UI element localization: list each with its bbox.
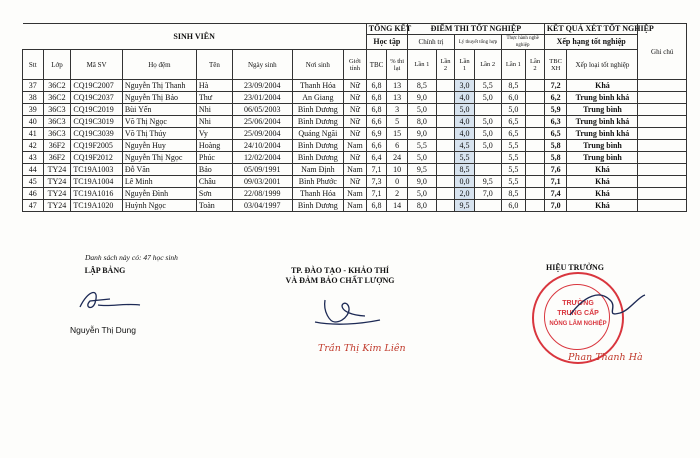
- cell-th1: 6,5: [501, 128, 526, 140]
- cell-gt: Nữ: [344, 152, 367, 164]
- cell-noi: Bình Dương: [292, 116, 343, 128]
- cell-lt1: 4,5: [455, 140, 475, 152]
- cell-stt: 37: [23, 80, 44, 92]
- cell-ct2: [436, 128, 455, 140]
- cell-tbc: 6,8: [366, 200, 387, 212]
- cell-ho: Võ Thị Thúy: [122, 128, 196, 140]
- header-noi-sinh: Nơi sinh: [292, 50, 343, 80]
- cell-note: [638, 80, 687, 92]
- cell-gt: Nữ: [344, 104, 367, 116]
- cell-lt2: 5,0: [474, 92, 501, 104]
- cell-xh: 7,2: [544, 80, 567, 92]
- header-tong-ket: TỔNG KẾT: [366, 24, 407, 35]
- table-row: [23, 152, 687, 164]
- cell-lop: 36C3: [43, 128, 71, 140]
- cell-xl: Khá: [567, 176, 638, 188]
- cell-noi: An Giang: [292, 92, 343, 104]
- cell-ct2: [436, 80, 455, 92]
- cell-note: [638, 128, 687, 140]
- header-ket-qua: KẾT QUẢ XÉT TỐT NGHIỆP: [544, 24, 638, 35]
- cell-gt: Nam: [344, 164, 367, 176]
- cell-ma: CQ19C2037: [71, 92, 122, 104]
- cell-ten: Nhi: [196, 116, 232, 128]
- cell-ho: Đỗ Văn: [122, 164, 196, 176]
- cell-ns: 03/04/1997: [232, 200, 292, 212]
- cell-lt2: 5,0: [474, 116, 501, 128]
- header-sinh-vien: SINH VIÊN: [23, 24, 367, 50]
- cell-ten: Toàn: [196, 200, 232, 212]
- left-signature-mark: [70, 285, 150, 315]
- cell-ct2: [436, 200, 455, 212]
- cell-tbc: 6,8: [366, 92, 387, 104]
- table-row: [23, 128, 687, 140]
- cell-tl: 6: [387, 140, 408, 152]
- cell-lt1: 5,0: [455, 104, 475, 116]
- cell-ma: CQ19C2019: [71, 104, 122, 116]
- cell-lt2: [474, 164, 501, 176]
- cell-lt2: 7,0: [474, 188, 501, 200]
- cell-tl: 13: [387, 80, 408, 92]
- cell-lop: 36F2: [43, 140, 71, 152]
- cell-ns: 24/10/2004: [232, 140, 292, 152]
- training-dept-title-2: VÀ ĐẢM BẢO CHẤT LƯỢNG: [285, 276, 395, 285]
- cell-stt: 40: [23, 116, 44, 128]
- cell-xl: Trung bình: [567, 140, 638, 152]
- cell-ns: 12/02/2004: [232, 152, 292, 164]
- student-count-note: Danh sách này có: 47 học sinh: [85, 253, 178, 262]
- cell-ho: Lê Minh: [122, 176, 196, 188]
- cell-lop: 36C2: [43, 80, 71, 92]
- cell-ct1: 9,0: [407, 176, 436, 188]
- cell-noi: Thanh Hóa: [292, 188, 343, 200]
- cell-ma: CQ19C3039: [71, 128, 122, 140]
- cell-ho: Nguyễn Thị Bảo: [122, 92, 196, 104]
- principal-name: Phan Thanh Hà: [568, 352, 643, 363]
- header-lt-lan2: Lần 2: [474, 50, 501, 80]
- cell-xl: Khá: [567, 200, 638, 212]
- cell-gt: Nữ: [344, 176, 367, 188]
- cell-gt: Nam: [344, 200, 367, 212]
- cell-noi: Bình Dương: [292, 104, 343, 116]
- cell-ten: Châu: [196, 176, 232, 188]
- table-row: [23, 116, 687, 128]
- stamp-line-2: TRUNG CẤP: [557, 310, 599, 317]
- cell-th1: 5,5: [501, 164, 526, 176]
- cell-th1: 5,0: [501, 104, 526, 116]
- cell-ten: Thư: [196, 92, 232, 104]
- cell-gt: Nam: [344, 140, 367, 152]
- cell-ma: CQ19C3019: [71, 116, 122, 128]
- cell-noi: Bình Dương: [292, 152, 343, 164]
- cell-ct2: [436, 104, 455, 116]
- header-gioi-tinh: Giới tính: [344, 50, 367, 80]
- training-dept-title-1: TP. ĐÀO TẠO - KHẢO THÍ: [290, 266, 390, 275]
- cell-ct1: 5,5: [407, 140, 436, 152]
- cell-ten: Hoàng: [196, 140, 232, 152]
- cell-th1: 8,5: [501, 188, 526, 200]
- cell-xh: 7,0: [544, 200, 567, 212]
- cell-xh: 6,2: [544, 92, 567, 104]
- header-lop: Lớp: [43, 50, 71, 80]
- cell-stt: 42: [23, 140, 44, 152]
- cell-lop: TY24: [43, 188, 71, 200]
- cell-note: [638, 140, 687, 152]
- cell-tl: 10: [387, 164, 408, 176]
- cell-th1: 6,0: [501, 92, 526, 104]
- header-pct-thi-lai: % thi lại: [387, 50, 408, 80]
- cell-tbc: 6,9: [366, 128, 387, 140]
- cell-ct2: [436, 164, 455, 176]
- principal-title: HIỆU TRƯỞNG: [545, 263, 604, 272]
- cell-lt1: 2,0: [455, 188, 475, 200]
- cell-lt2: [474, 104, 501, 116]
- header-th-lan2: Lần 2: [526, 50, 545, 80]
- header-chinh-tri: Chính trị: [407, 35, 454, 50]
- header-stt: Stt: [23, 50, 44, 80]
- cell-th2: [526, 140, 545, 152]
- cell-stt: 43: [23, 152, 44, 164]
- header-tbc-xh: TBC XH: [544, 50, 567, 80]
- table-row: [23, 176, 687, 188]
- cell-lt1: 8,5: [455, 164, 475, 176]
- cell-tl: 0: [387, 176, 408, 188]
- cell-lt1: 4,0: [455, 92, 475, 104]
- cell-note: [638, 116, 687, 128]
- cell-lt2: [474, 200, 501, 212]
- cell-ns: 25/09/2004: [232, 128, 292, 140]
- cell-xh: 6,5: [544, 128, 567, 140]
- table-row: [23, 188, 687, 200]
- cell-stt: 44: [23, 164, 44, 176]
- cell-noi: Bình Phước: [292, 176, 343, 188]
- cell-xh: 5,8: [544, 152, 567, 164]
- right-signature-mark: [560, 285, 650, 325]
- cell-th2: [526, 92, 545, 104]
- cell-lt2: [474, 152, 501, 164]
- cell-tl: 3: [387, 104, 408, 116]
- cell-ho: Huỳnh Ngọc: [122, 200, 196, 212]
- cell-note: [638, 104, 687, 116]
- cell-gt: Nữ: [344, 116, 367, 128]
- cell-tbc: 6,6: [366, 140, 387, 152]
- cell-lt2: 5,5: [474, 80, 501, 92]
- cell-xl: Trung bình khá: [567, 116, 638, 128]
- cell-th2: [526, 152, 545, 164]
- cell-xl: Trung bình: [567, 152, 638, 164]
- table-row: [23, 200, 687, 212]
- cell-lt1: 5,5: [455, 152, 475, 164]
- cell-ct1: 8,5: [407, 80, 436, 92]
- cell-lop: TY24: [43, 176, 71, 188]
- cell-ns: 23/09/2004: [232, 80, 292, 92]
- cell-xl: Khá: [567, 188, 638, 200]
- cell-ten: Sơn: [196, 188, 232, 200]
- cell-lop: 36F2: [43, 152, 71, 164]
- header-xep-hang: Xếp hạng tốt nghiệp: [544, 35, 638, 50]
- cell-note: [638, 92, 687, 104]
- cell-lop: TY24: [43, 164, 71, 176]
- cell-lt1: 3,0: [455, 80, 475, 92]
- cell-tl: 24: [387, 152, 408, 164]
- cell-xl: Khá: [567, 80, 638, 92]
- middle-signature-mark: [305, 292, 385, 332]
- cell-note: [638, 188, 687, 200]
- cell-stt: 46: [23, 188, 44, 200]
- header-ct-lan1: Lần 1: [407, 50, 436, 80]
- cell-lt1: 4,0: [455, 128, 475, 140]
- cell-tl: 2: [387, 188, 408, 200]
- header-diem-thi: ĐIỂM THI TỐT NGHIỆP: [407, 24, 544, 35]
- cell-ct2: [436, 176, 455, 188]
- cell-noi: Nam Định: [292, 164, 343, 176]
- cell-ten: Nhi: [196, 104, 232, 116]
- header-ly-thuyet: Lý thuyết tổng hợp: [455, 35, 501, 50]
- cell-th1: 5,5: [501, 152, 526, 164]
- cell-th2: [526, 164, 545, 176]
- cell-xl: Trung bình: [567, 104, 638, 116]
- cell-xh: 7,4: [544, 188, 567, 200]
- header-thuc-hanh: Thực hành nghề nghiệp: [501, 35, 544, 50]
- cell-lop: 36C3: [43, 104, 71, 116]
- cell-gt: Nữ: [344, 92, 367, 104]
- cell-xl: Trung bình khá: [567, 92, 638, 104]
- cell-xl: Khá: [567, 164, 638, 176]
- cell-ct1: 8,0: [407, 200, 436, 212]
- cell-ns: 09/03/2001: [232, 176, 292, 188]
- cell-ct1: 5,0: [407, 188, 436, 200]
- cell-tl: 13: [387, 92, 408, 104]
- table-row: [23, 92, 687, 104]
- header-ma-sv: Mã SV: [71, 50, 122, 80]
- cell-ho: Nguyễn Huy: [122, 140, 196, 152]
- cell-th2: [526, 188, 545, 200]
- cell-note: [638, 176, 687, 188]
- cell-ma: TC19A1003: [71, 164, 122, 176]
- cell-ns: 25/06/2004: [232, 116, 292, 128]
- cell-ma: TC19A1020: [71, 200, 122, 212]
- cell-ho: Nguyễn Thị Ngọc: [122, 152, 196, 164]
- table-body: [23, 80, 687, 212]
- cell-ns: 05/09/1991: [232, 164, 292, 176]
- cell-ten: Hà: [196, 80, 232, 92]
- cell-xh: 5,8: [544, 140, 567, 152]
- cell-ho: Võ Thị Ngọc: [122, 116, 196, 128]
- cell-xl: Trung bình khá: [567, 128, 638, 140]
- cell-noi: Bình Dương: [292, 140, 343, 152]
- cell-tbc: 6,4: [366, 152, 387, 164]
- cell-gt: Nữ: [344, 80, 367, 92]
- cell-th1: 6,5: [501, 116, 526, 128]
- cell-tl: 14: [387, 200, 408, 212]
- training-dept-name: Trần Thị Kim Liên: [318, 343, 406, 354]
- cell-xh: 6,3: [544, 116, 567, 128]
- cell-th1: 6,0: [501, 200, 526, 212]
- header-ten: Tên: [196, 50, 232, 80]
- cell-tbc: 6,6: [366, 116, 387, 128]
- cell-ns: 23/01/2004: [232, 92, 292, 104]
- cell-ho: Bùi Yến: [122, 104, 196, 116]
- cell-th2: [526, 116, 545, 128]
- table-row: [23, 140, 687, 152]
- cell-tl: 15: [387, 128, 408, 140]
- cell-gt: Nam: [344, 188, 367, 200]
- cell-noi: Thanh Hóa: [292, 80, 343, 92]
- cell-note: [638, 164, 687, 176]
- cell-stt: 47: [23, 200, 44, 212]
- cell-noi: Quảng Ngãi: [292, 128, 343, 140]
- table-row: [23, 104, 687, 116]
- cell-ns: 22/08/1999: [232, 188, 292, 200]
- table-row: [23, 80, 687, 92]
- cell-ct2: [436, 188, 455, 200]
- cell-ct2: [436, 152, 455, 164]
- cell-th2: [526, 104, 545, 116]
- cell-xh: 5,9: [544, 104, 567, 116]
- cell-tbc: 7,1: [366, 188, 387, 200]
- cell-stt: 38: [23, 92, 44, 104]
- cell-ct1: 9,0: [407, 128, 436, 140]
- prepared-by-name: Nguyễn Thị Dung: [70, 325, 136, 335]
- header-xep-loai: Xếp loại tốt nghiệp: [567, 50, 638, 80]
- cell-gt: Nữ: [344, 128, 367, 140]
- cell-stt: 39: [23, 104, 44, 116]
- cell-tbc: 6,8: [366, 104, 387, 116]
- cell-ct2: [436, 116, 455, 128]
- cell-ma: CQ19F2012: [71, 152, 122, 164]
- cell-tl: 5: [387, 116, 408, 128]
- cell-note: [638, 200, 687, 212]
- cell-ma: TC19A1004: [71, 176, 122, 188]
- cell-noi: Bình Dương: [292, 200, 343, 212]
- cell-ten: Bảo: [196, 164, 232, 176]
- cell-ct2: [436, 140, 455, 152]
- table-row: [23, 164, 687, 176]
- cell-tbc: 7,1: [366, 164, 387, 176]
- cell-ma: TC19A1016: [71, 188, 122, 200]
- cell-lop: TY24: [43, 200, 71, 212]
- cell-ct1: 5,0: [407, 104, 436, 116]
- cell-ma: CQ19F2005: [71, 140, 122, 152]
- header-ct-lan2: Lần 2: [436, 50, 455, 80]
- cell-th1: 5,5: [501, 176, 526, 188]
- header-ho-dem: Họ đệm: [122, 50, 196, 80]
- cell-xh: 7,1: [544, 176, 567, 188]
- cell-ct1: 9,0: [407, 92, 436, 104]
- cell-stt: 45: [23, 176, 44, 188]
- header-lt-lan1: Lần 1: [455, 50, 475, 80]
- cell-note: [638, 152, 687, 164]
- header-tbc: TBC: [366, 50, 387, 80]
- header-th-lan1: Lần 1: [501, 50, 526, 80]
- cell-ct1: 5,0: [407, 152, 436, 164]
- cell-ho: Nguyễn Thị Thanh: [122, 80, 196, 92]
- cell-th1: 5,5: [501, 140, 526, 152]
- header-ghi-chu: Ghi chú: [638, 24, 687, 80]
- cell-lt2: 9,5: [474, 176, 501, 188]
- cell-lt1: 4,0: [455, 116, 475, 128]
- cell-ns: 06/05/2003: [232, 104, 292, 116]
- cell-lop: 36C3: [43, 116, 71, 128]
- cell-th2: [526, 176, 545, 188]
- cell-tbc: 7,3: [366, 176, 387, 188]
- cell-stt: 41: [23, 128, 44, 140]
- cell-lt2: 5,0: [474, 128, 501, 140]
- stamp-line-1: TRƯỜNG: [562, 300, 594, 307]
- cell-th2: [526, 200, 545, 212]
- cell-ma: CQ19C2007: [71, 80, 122, 92]
- graduation-results-table: [22, 23, 687, 212]
- cell-ct2: [436, 92, 455, 104]
- cell-lt2: 5,0: [474, 140, 501, 152]
- header-hoc-tap: Học tập: [366, 35, 407, 50]
- cell-lop: 36C2: [43, 92, 71, 104]
- cell-th1: 8,5: [501, 80, 526, 92]
- prepared-by-title: LẬP BẢNG: [84, 266, 126, 275]
- cell-lt1: 0,0: [455, 176, 475, 188]
- cell-lt1: 9,5: [455, 200, 475, 212]
- cell-ten: Vy: [196, 128, 232, 140]
- cell-ho: Nguyễn Đình: [122, 188, 196, 200]
- cell-th2: [526, 128, 545, 140]
- cell-tbc: 6,8: [366, 80, 387, 92]
- cell-ten: Phúc: [196, 152, 232, 164]
- header-ngay-sinh: Ngày sinh: [232, 50, 292, 80]
- cell-ct1: 9,5: [407, 164, 436, 176]
- cell-xh: 7,6: [544, 164, 567, 176]
- stamp-line-3: NÔNG LÂM NGHIỆP: [549, 321, 607, 327]
- cell-th2: [526, 80, 545, 92]
- cell-ct1: 8,0: [407, 116, 436, 128]
